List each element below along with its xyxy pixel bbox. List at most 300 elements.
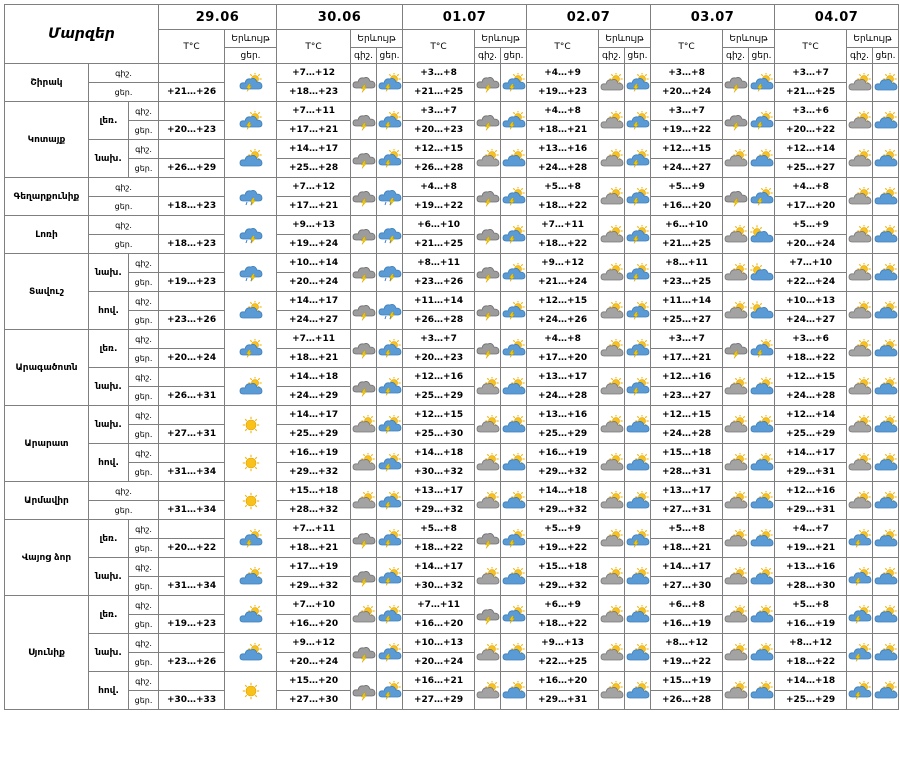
day-weather-cell	[501, 444, 527, 482]
night-weather-cell	[351, 444, 377, 482]
night-weather-cell	[351, 64, 377, 102]
day-weather-cell	[377, 634, 403, 672]
night-weather-cell	[847, 330, 873, 368]
time-of-day-label: ցեր.	[129, 653, 159, 672]
time-of-day-label: ցեր.	[129, 691, 159, 710]
time-of-day-label: գիշ.	[89, 482, 159, 501]
grey-cloud-sun-icon	[723, 415, 749, 435]
partly-cloudy-icon	[501, 415, 527, 435]
temperature-cell: +6…+9	[527, 596, 599, 615]
night-weather-cell	[847, 254, 873, 292]
night-weather-cell	[475, 406, 501, 444]
thunderstorm-with-sun-icon	[625, 149, 651, 169]
day-weather-cell	[501, 482, 527, 520]
weather-cell	[225, 64, 277, 102]
temperature-cell: +23…+27	[651, 387, 723, 406]
partly-cloudy-icon	[238, 605, 264, 625]
grey-cloud-sun-icon	[847, 263, 873, 283]
partly-cloudy-icon	[501, 681, 527, 701]
day-weather-cell	[377, 292, 403, 330]
night-weather-cell	[847, 482, 873, 520]
temperature-cell: +25…+29	[277, 425, 351, 444]
temperature-cell: +11…+14	[651, 292, 723, 311]
night-weather-cell	[723, 520, 749, 558]
temperature-cell: +22…+25	[527, 653, 599, 672]
grey-cloud-sun-icon	[847, 111, 873, 131]
date-header: 01.07	[403, 5, 527, 30]
temperature-cell: +29…+32	[527, 501, 599, 520]
temperature-cell: +25…+27	[775, 159, 847, 178]
partly-cloudy-icon	[749, 605, 775, 625]
temperature-cell: +19…+23	[527, 83, 599, 102]
partly-cloudy-icon	[238, 377, 264, 397]
temperature-cell: +29…+31	[775, 501, 847, 520]
thunderstorm-with-sun-icon	[749, 187, 775, 207]
grey-cloud-sun-icon	[351, 453, 377, 473]
night-weather-cell	[599, 64, 625, 102]
day-weather-cell	[377, 216, 403, 254]
grey-cloud-sun-icon	[351, 605, 377, 625]
thunderstorm-with-sun-icon	[501, 187, 527, 207]
thunderstorm-with-sun-icon	[377, 529, 403, 549]
forecast-row	[5, 330, 899, 349]
day-weather-cell	[625, 216, 651, 254]
temperature-cell: +21…+25	[403, 83, 475, 102]
grey-cloud-sun-icon	[599, 605, 625, 625]
day-weather-cell	[749, 178, 775, 216]
day-weather-cell	[749, 254, 775, 292]
temperature-cell: +23…+26	[159, 311, 225, 330]
rain-cloud-icon	[377, 187, 403, 207]
temperature-cell: +7…+11	[403, 596, 475, 615]
region-name: Գեղարքունիք	[5, 178, 89, 216]
day-weather-cell	[377, 64, 403, 102]
grey-cloud-sun-icon	[847, 339, 873, 359]
thunderstorm-with-sun-icon	[377, 111, 403, 131]
thunderstorm-cloud-icon	[351, 643, 377, 663]
partly-cloudy-icon	[501, 491, 527, 511]
night-weather-cell	[351, 596, 377, 634]
time-of-day-label: գիշ.	[129, 330, 159, 349]
temperature-cell: +29…+31	[775, 463, 847, 482]
night-weather-cell	[351, 330, 377, 368]
temperature-cell: +9…+13	[277, 216, 351, 235]
grey-cloud-sun-icon	[723, 529, 749, 549]
day-weather-cell	[501, 102, 527, 140]
partly-cloudy-icon	[625, 681, 651, 701]
grey-cloud-sun-icon	[847, 377, 873, 397]
time-of-day-label: ցեր.	[129, 463, 159, 482]
night-weather-cell	[847, 368, 873, 406]
grey-cloud-sun-icon	[351, 415, 377, 435]
day-weather-cell	[625, 634, 651, 672]
grey-cloud-sun-icon	[599, 263, 625, 283]
night-weather-cell	[351, 254, 377, 292]
day-weather-cell	[873, 482, 899, 520]
thunderstorm-with-sun-icon	[377, 681, 403, 701]
night-weather-cell	[599, 102, 625, 140]
partly-cloudy-icon	[238, 567, 264, 587]
day-weather-cell	[749, 64, 775, 102]
temperature-cell	[159, 330, 225, 349]
grey-cloud-sun-icon	[599, 377, 625, 397]
temperature-header: T°C	[651, 30, 723, 64]
thunderstorm-with-sun-icon	[238, 339, 264, 359]
night-subheader: գիշ.	[723, 48, 749, 64]
grey-cloud-sun-icon	[599, 567, 625, 587]
temperature-cell: +19…+22	[651, 121, 723, 140]
night-weather-cell	[599, 254, 625, 292]
temperature-cell	[159, 292, 225, 311]
night-weather-cell	[847, 596, 873, 634]
temperature-cell: +12…+15	[651, 406, 723, 425]
temperature-cell: +9…+12	[527, 254, 599, 273]
day-weather-cell	[625, 254, 651, 292]
temperature-cell: +13…+16	[527, 140, 599, 159]
night-weather-cell	[599, 596, 625, 634]
time-of-day-label: ցեր.	[89, 501, 159, 520]
temperature-cell: +25…+29	[527, 425, 599, 444]
time-of-day-label: գիշ.	[129, 520, 159, 539]
day-subheader: ցեր.	[501, 48, 527, 64]
thunderstorm-cloud-icon	[475, 529, 501, 549]
grey-cloud-sun-icon	[723, 605, 749, 625]
time-of-day-label: գիշ.	[129, 140, 159, 159]
thunderstorm-with-sun-icon	[377, 73, 403, 93]
temperature-cell: +22…+24	[775, 273, 847, 292]
temperature-cell: +5…+8	[403, 520, 475, 539]
time-of-day-label: գիշ.	[129, 406, 159, 425]
night-weather-cell	[475, 292, 501, 330]
forecast-row	[5, 140, 899, 159]
temperature-header: T°C	[159, 30, 225, 64]
night-weather-cell	[847, 292, 873, 330]
temperature-cell: +12…+16	[775, 482, 847, 501]
temperature-cell: +16…+20	[651, 197, 723, 216]
grey-cloud-sun-icon	[723, 643, 749, 663]
temperature-cell: +5…+9	[651, 178, 723, 197]
temperature-cell: +14…+18	[527, 482, 599, 501]
day-weather-cell	[501, 368, 527, 406]
night-weather-cell	[847, 102, 873, 140]
temperature-cell: +29…+31	[527, 691, 599, 710]
temperature-cell: +21…+26	[159, 83, 225, 102]
temperature-cell: +31…+34	[159, 463, 225, 482]
forecast-row	[5, 634, 899, 653]
day-weather-cell	[501, 216, 527, 254]
night-weather-cell	[599, 558, 625, 596]
sun-icon	[238, 415, 264, 435]
temperature-cell: +3…+7	[651, 102, 723, 121]
thunderstorm-cloud-icon	[351, 377, 377, 397]
night-subheader: գիշ.	[475, 48, 501, 64]
rain-cloud-icon	[238, 263, 264, 283]
night-subheader: գիշ.	[599, 48, 625, 64]
weather-cell	[225, 520, 277, 558]
temperature-cell: +24…+27	[277, 311, 351, 330]
temperature-cell: +18…+22	[527, 235, 599, 254]
grey-cloud-sun-icon	[599, 149, 625, 169]
thunderstorm-with-sun-icon	[501, 225, 527, 245]
region-name: Լոռի	[5, 216, 89, 254]
temperature-cell: +18…+22	[775, 349, 847, 368]
date-header: 02.07	[527, 5, 651, 30]
partly-cloudy-icon	[873, 149, 899, 169]
night-weather-cell	[723, 634, 749, 672]
temperature-cell: +20…+23	[159, 121, 225, 140]
temperature-cell: +3…+8	[403, 64, 475, 83]
thunderstorm-cloud-icon	[475, 111, 501, 131]
subzone-label: լեռ.	[89, 330, 129, 368]
temperature-cell: +30…+32	[403, 577, 475, 596]
thunderstorm-with-sun-icon	[847, 681, 873, 701]
grey-cloud-sun-icon	[847, 73, 873, 93]
temperature-cell	[159, 368, 225, 387]
temperature-cell: +5…+8	[651, 520, 723, 539]
night-weather-cell	[723, 672, 749, 710]
rain-cloud-icon	[377, 225, 403, 245]
thunderstorm-with-sun-icon	[377, 453, 403, 473]
partly-cloudy-icon	[873, 111, 899, 131]
temperature-cell: +29…+32	[527, 463, 599, 482]
temperature-cell: +13…+17	[651, 482, 723, 501]
partly-cloudy-icon	[749, 149, 775, 169]
night-weather-cell	[723, 558, 749, 596]
temperature-cell: +31…+34	[159, 577, 225, 596]
night-weather-cell	[723, 178, 749, 216]
temperature-cell: +24…+28	[527, 159, 599, 178]
weather-cell	[225, 254, 277, 292]
temperature-cell: +17…+21	[277, 197, 351, 216]
partly-cloudy-icon	[625, 491, 651, 511]
temperature-cell: +19…+22	[527, 539, 599, 558]
partly-cloudy-icon	[238, 301, 264, 321]
thunderstorm-cloud-icon	[351, 681, 377, 701]
thunderstorm-with-sun-icon	[625, 187, 651, 207]
thunderstorm-cloud-icon	[351, 225, 377, 245]
phenomenon-header: Երևույթ	[351, 30, 403, 48]
night-weather-cell	[475, 64, 501, 102]
temperature-cell: +12…+15	[775, 368, 847, 387]
day-weather-cell	[625, 558, 651, 596]
grey-cloud-sun-icon	[847, 149, 873, 169]
night-weather-cell	[723, 102, 749, 140]
thunderstorm-with-sun-icon	[625, 301, 651, 321]
thunderstorm-cloud-icon	[351, 567, 377, 587]
time-of-day-label: ցեր.	[129, 577, 159, 596]
date-header: 29.06	[159, 5, 277, 30]
thunderstorm-with-sun-icon	[625, 377, 651, 397]
thunderstorm-with-sun-icon	[625, 225, 651, 245]
partly-cloudy-icon	[873, 567, 899, 587]
temperature-cell: +24…+27	[775, 311, 847, 330]
day-weather-cell	[377, 558, 403, 596]
temperature-cell: +29…+32	[277, 577, 351, 596]
forecast-page	[4, 4, 896, 710]
day-weather-cell	[377, 520, 403, 558]
temperature-header: T°C	[403, 30, 475, 64]
region-name: Կոտայք	[5, 102, 89, 178]
thunderstorm-cloud-icon	[723, 187, 749, 207]
subzone-label: նախ.	[89, 254, 129, 292]
temperature-cell: +21…+25	[775, 83, 847, 102]
temperature-header: T°C	[775, 30, 847, 64]
temperature-cell: +21…+25	[651, 235, 723, 254]
day-weather-cell	[377, 140, 403, 178]
night-weather-cell	[475, 672, 501, 710]
temperature-cell: +7…+12	[277, 178, 351, 197]
temperature-cell	[159, 520, 225, 539]
day-weather-cell	[749, 444, 775, 482]
partly-cloudy-icon	[501, 643, 527, 663]
day-weather-cell	[749, 520, 775, 558]
partly-cloudy-icon	[625, 415, 651, 435]
temperature-cell: +24…+28	[527, 387, 599, 406]
weather-cell	[225, 292, 277, 330]
thunderstorm-with-sun-icon	[749, 73, 775, 93]
temperature-cell: +15…+20	[277, 672, 351, 691]
night-weather-cell	[599, 292, 625, 330]
time-of-day-label: գիշ.	[129, 558, 159, 577]
night-subheader: գիշ.	[351, 48, 377, 64]
temperature-cell: +27…+31	[159, 425, 225, 444]
temperature-cell: +8…+11	[403, 254, 475, 273]
temperature-cell: +18…+22	[403, 539, 475, 558]
temperature-cell	[159, 64, 225, 83]
thunderstorm-with-sun-icon	[377, 605, 403, 625]
partly-cloudy-icon	[625, 643, 651, 663]
subzone-label: նախ.	[89, 140, 129, 178]
day-weather-cell	[749, 330, 775, 368]
night-weather-cell	[475, 444, 501, 482]
temperature-cell: +16…+20	[403, 615, 475, 634]
day-weather-cell	[625, 672, 651, 710]
temperature-cell: +16…+20	[527, 672, 599, 691]
grey-cloud-sun-icon	[723, 225, 749, 245]
day-weather-cell	[377, 368, 403, 406]
subzone-label: նախ.	[89, 558, 129, 596]
thunderstorm-with-sun-icon	[377, 415, 403, 435]
thunderstorm-with-sun-icon	[625, 263, 651, 283]
temperature-cell: +25…+29	[403, 387, 475, 406]
night-weather-cell	[475, 330, 501, 368]
date-header: 04.07	[775, 5, 899, 30]
weather-cell	[225, 672, 277, 710]
night-weather-cell	[351, 178, 377, 216]
day-weather-cell	[625, 102, 651, 140]
thunderstorm-with-sun-icon	[238, 529, 264, 549]
temperature-cell: +12…+15	[403, 140, 475, 159]
night-weather-cell	[599, 444, 625, 482]
night-weather-cell	[847, 178, 873, 216]
day-weather-cell	[625, 406, 651, 444]
day-weather-cell	[377, 254, 403, 292]
temperature-cell: +26…+29	[159, 159, 225, 178]
grey-cloud-sun-icon	[723, 491, 749, 511]
day-subheader: ցեր.	[377, 48, 403, 64]
temperature-cell: +11…+14	[403, 292, 475, 311]
night-weather-cell	[599, 330, 625, 368]
thunderstorm-with-sun-icon	[625, 529, 651, 549]
day-weather-cell	[873, 596, 899, 634]
temperature-cell: +19…+22	[651, 653, 723, 672]
temperature-cell: +3…+7	[403, 330, 475, 349]
thunderstorm-with-sun-icon	[625, 73, 651, 93]
thunderstorm-cloud-icon	[475, 225, 501, 245]
night-weather-cell	[599, 672, 625, 710]
temperature-cell: +13…+16	[527, 406, 599, 425]
sun-icon	[238, 453, 264, 473]
time-of-day-label: ցեր.	[129, 425, 159, 444]
temperature-cell: +18…+21	[277, 539, 351, 558]
grey-cloud-sun-icon	[599, 111, 625, 131]
day-weather-cell	[377, 330, 403, 368]
temperature-cell: +12…+15	[403, 406, 475, 425]
day-weather-cell	[749, 216, 775, 254]
temperature-cell: +16…+20	[277, 615, 351, 634]
temperature-cell: +7…+11	[277, 102, 351, 121]
grey-cloud-sun-icon	[847, 301, 873, 321]
temperature-cell: +7…+11	[527, 216, 599, 235]
temperature-cell: +25…+28	[277, 159, 351, 178]
grey-cloud-sun-icon	[723, 301, 749, 321]
forecast-row	[5, 368, 899, 387]
phenomenon-header: Երևույթ	[847, 30, 899, 48]
day-weather-cell	[501, 64, 527, 102]
grey-cloud-sun-icon	[723, 263, 749, 283]
temperature-cell: +31…+34	[159, 501, 225, 520]
grey-cloud-sun-icon	[723, 149, 749, 169]
night-weather-cell	[723, 596, 749, 634]
temperature-cell	[159, 634, 225, 653]
temperature-cell: +24…+28	[775, 387, 847, 406]
thunderstorm-with-sun-icon	[749, 111, 775, 131]
region-name: Արարատ	[5, 406, 89, 482]
temperature-cell: +5…+9	[527, 520, 599, 539]
temperature-cell: +23…+26	[159, 653, 225, 672]
region-name: Սյունիք	[5, 596, 89, 710]
temperature-cell: +15…+19	[651, 672, 723, 691]
day-weather-cell	[501, 520, 527, 558]
time-of-day-label: գիշ.	[89, 216, 159, 235]
day-weather-cell	[625, 482, 651, 520]
day-weather-cell	[873, 140, 899, 178]
partly-cloudy-icon	[501, 149, 527, 169]
temperature-cell: +19…+21	[775, 539, 847, 558]
time-of-day-label: ցեր.	[129, 539, 159, 558]
temperature-cell: +18…+21	[277, 349, 351, 368]
night-weather-cell	[723, 482, 749, 520]
night-weather-cell	[351, 482, 377, 520]
thunderstorm-cloud-icon	[475, 187, 501, 207]
time-of-day-label: ցեր.	[129, 615, 159, 634]
temperature-cell: +4…+7	[775, 520, 847, 539]
day-weather-cell	[625, 140, 651, 178]
temperature-cell: +26…+31	[159, 387, 225, 406]
temperature-cell: +10…+14	[277, 254, 351, 273]
temperature-cell: +20…+23	[403, 349, 475, 368]
temperature-cell: +15…+18	[527, 558, 599, 577]
temperature-cell: +7…+11	[277, 330, 351, 349]
day-weather-cell	[873, 368, 899, 406]
thunderstorm-with-sun-icon	[625, 111, 651, 131]
temperature-cell: +6…+8	[651, 596, 723, 615]
thunderstorm-with-sun-icon	[749, 339, 775, 359]
temperature-cell: +6…+10	[403, 216, 475, 235]
partly-cloudy-icon	[873, 491, 899, 511]
night-weather-cell	[475, 216, 501, 254]
subzone-label: հով.	[89, 292, 129, 330]
